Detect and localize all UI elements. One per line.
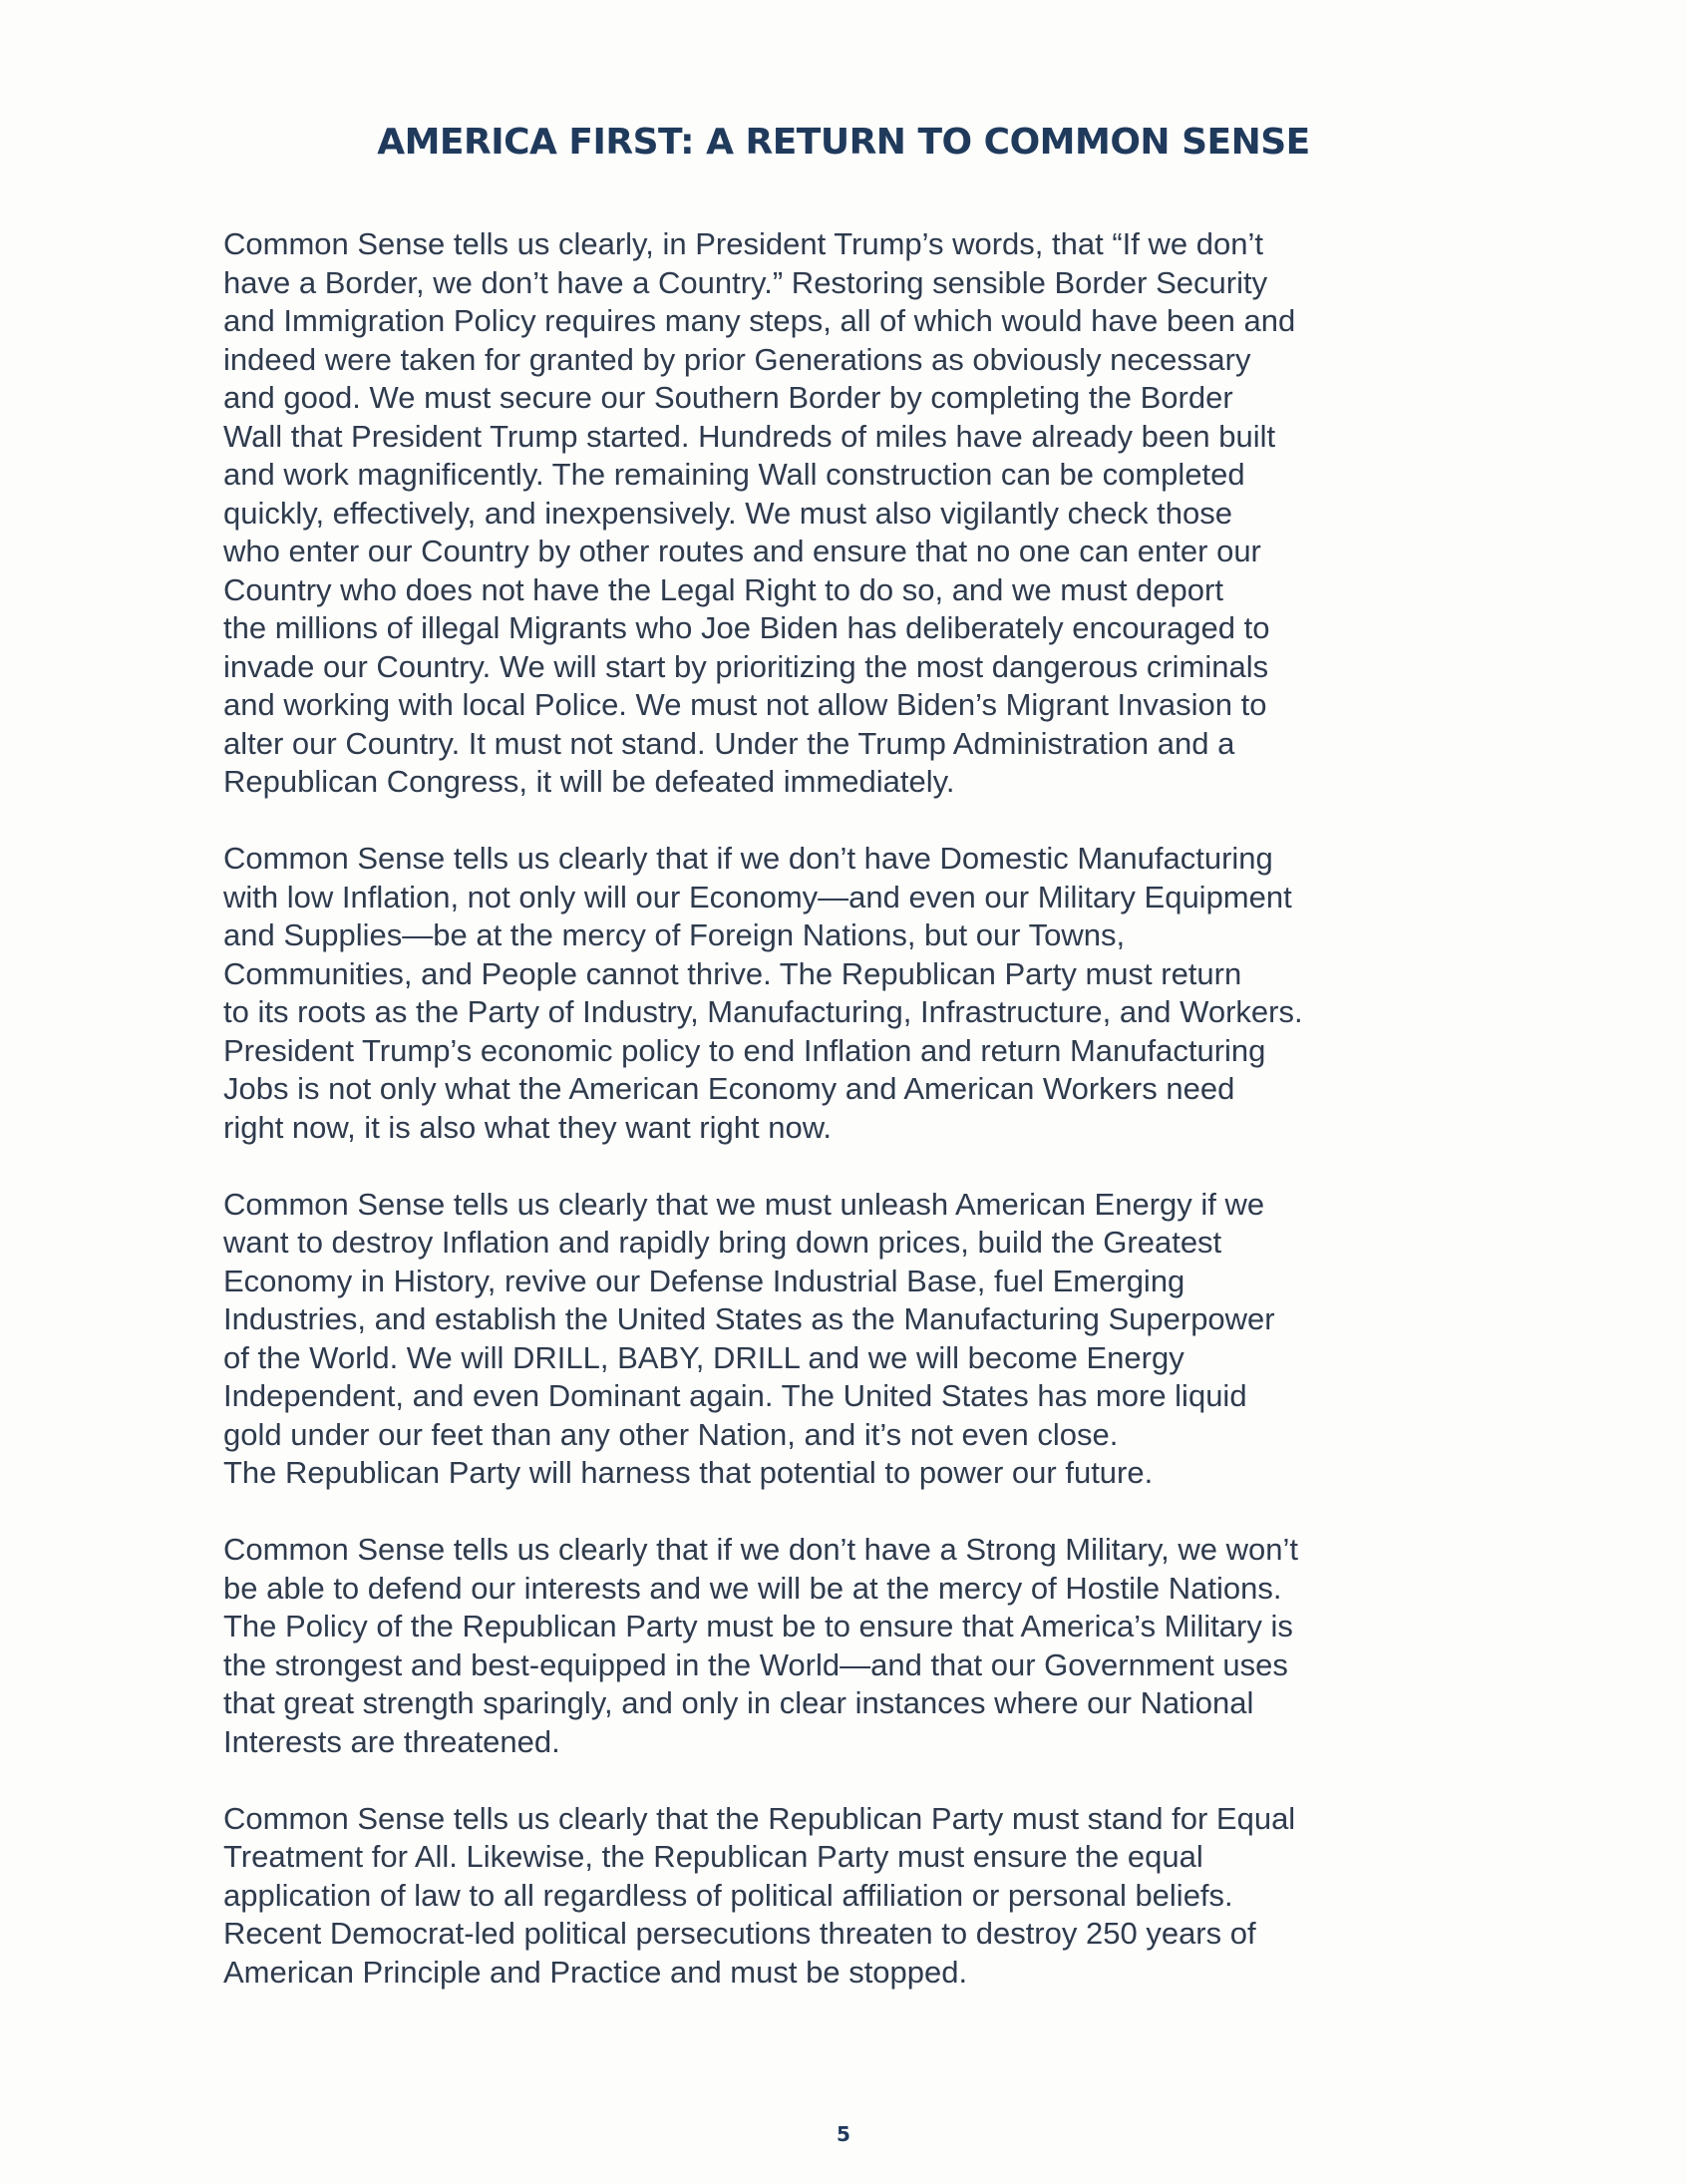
text-line: and good. We must secure our Southern Border by completing the Border <box>223 380 1233 415</box>
text-line: Communities, and People cannot thrive. The Republican Party must return <box>223 955 1242 991</box>
text-line: quickly, effectively, and inexpensively. We must also vigilantly check those <box>223 495 1232 531</box>
text-line: Common Sense tells us clearly that the Republican Party must stand for Equal <box>223 1800 1296 1836</box>
page-title: AMERICA FIRST: A RETURN TO COMMON SENSE <box>377 122 1310 163</box>
text-line: and working with local Police. We must not allow Biden’s Migrant Invasion to <box>223 687 1267 722</box>
text-line: Independent, and even Dominant again. The United States has more liquid <box>223 1378 1247 1413</box>
text-line: Interests are threatened. <box>223 1723 560 1759</box>
text-line: Common Sense tells us clearly that we must unleash American Energy if we <box>223 1186 1265 1222</box>
text-line: and Immigration Policy requires many steps, all of which would have been and <box>223 303 1296 338</box>
text-line: The Policy of the Republican Party must be to ensure that America’s Military is <box>223 1609 1293 1643</box>
text-line: right now, it is also what they want right now. <box>223 1109 832 1145</box>
paragraph <box>223 1531 1460 1761</box>
text-line: be able to defend our interests and we will be at the mercy of Hostile Nations. <box>223 1570 1282 1606</box>
text-line: Country who does not have the Legal Right to do so, and we must deport <box>223 571 1223 607</box>
paragraph <box>223 840 1460 1147</box>
text-line: the strongest and best-equipped in the World—and that our Government uses <box>223 1646 1288 1682</box>
text-line: Common Sense tells us clearly that if we don’t have a Strong Military, we won’t <box>223 1532 1299 1567</box>
text-line: Common Sense tells us clearly that if we don’t have Domestic Manufacturing <box>223 841 1273 876</box>
text-line: Recent Democrat-led political persecutions threaten to destroy 250 years of <box>223 1916 1256 1951</box>
text-line: Economy in History, revive our Defense Industrial Base, fuel Emerging <box>223 1263 1185 1298</box>
text-line: Wall that President Trump started. Hundreds of miles have already been built <box>223 418 1276 454</box>
text-line: invade our Country. We will start by prioritizing the most dangerous criminals <box>223 648 1269 684</box>
paragraph <box>223 1800 1460 1993</box>
text-line: application of law to all regardless of political affiliation or personal beliefs. <box>223 1877 1233 1913</box>
text-line: and work magnificently. The remaining Wall construction can be completed <box>223 457 1245 492</box>
paragraph <box>223 225 1460 802</box>
text-line: Jobs is not only what the American Economy and American Workers need <box>223 1071 1235 1106</box>
text-line: have a Border, we don’t have a Country.” Restoring sensible Border Security <box>223 264 1268 300</box>
text-line: the millions of illegal Migrants who Joe Biden has deliberately encouraged to <box>223 610 1270 645</box>
text-line: of the World. We will DRILL, BABY, DRILL and we will become Energy <box>223 1339 1184 1375</box>
text-line: The Republican Party will harness that potential to power our future. <box>223 1455 1154 1490</box>
text-line: who enter our Country by other routes and ensure that no one can enter our <box>223 534 1261 568</box>
text-line: and Supplies—be at the mercy of Foreign Nations, but our Towns, <box>223 917 1126 952</box>
page-number: 5 <box>837 2122 850 2146</box>
text-line: Industries, and establish the United States as the Manufacturing Superpower <box>223 1301 1275 1336</box>
text-line: Republican Congress, it will be defeated immediately. <box>223 764 955 799</box>
text-line: indeed were taken for granted by prior Generations as obviously necessary <box>223 341 1251 377</box>
body-text <box>223 225 1460 2030</box>
text-line: Treatment for All. Likewise, the Republican Party must ensure the equal <box>223 1839 1203 1874</box>
text-line: Common Sense tells us clearly, in President Trump’s words, that “If we don’t <box>223 226 1263 261</box>
text-line: President Trump’s economic policy to end Inflation and return Manufacturing <box>223 1032 1266 1068</box>
paragraph <box>223 1186 1460 1493</box>
text-line: with low Inflation, not only will our Economy—and even our Military Equipment <box>223 879 1292 914</box>
text-line: to its roots as the Party of Industry, Manufacturing, Infrastructure, and Workers. <box>223 994 1303 1029</box>
text-line: alter our Country. It must not stand. Under the Trump Administration and a <box>223 725 1235 761</box>
text-line: that great strength sparingly, and only in clear instances where our National <box>223 1685 1254 1720</box>
text-line: American Principle and Practice and must be stopped. <box>223 1954 968 1990</box>
text-line: gold under our feet than any other Nation, and it’s not even close. <box>223 1416 1119 1452</box>
text-line: want to destroy Inflation and rapidly bring down prices, build the Greatest <box>223 1225 1222 1260</box>
